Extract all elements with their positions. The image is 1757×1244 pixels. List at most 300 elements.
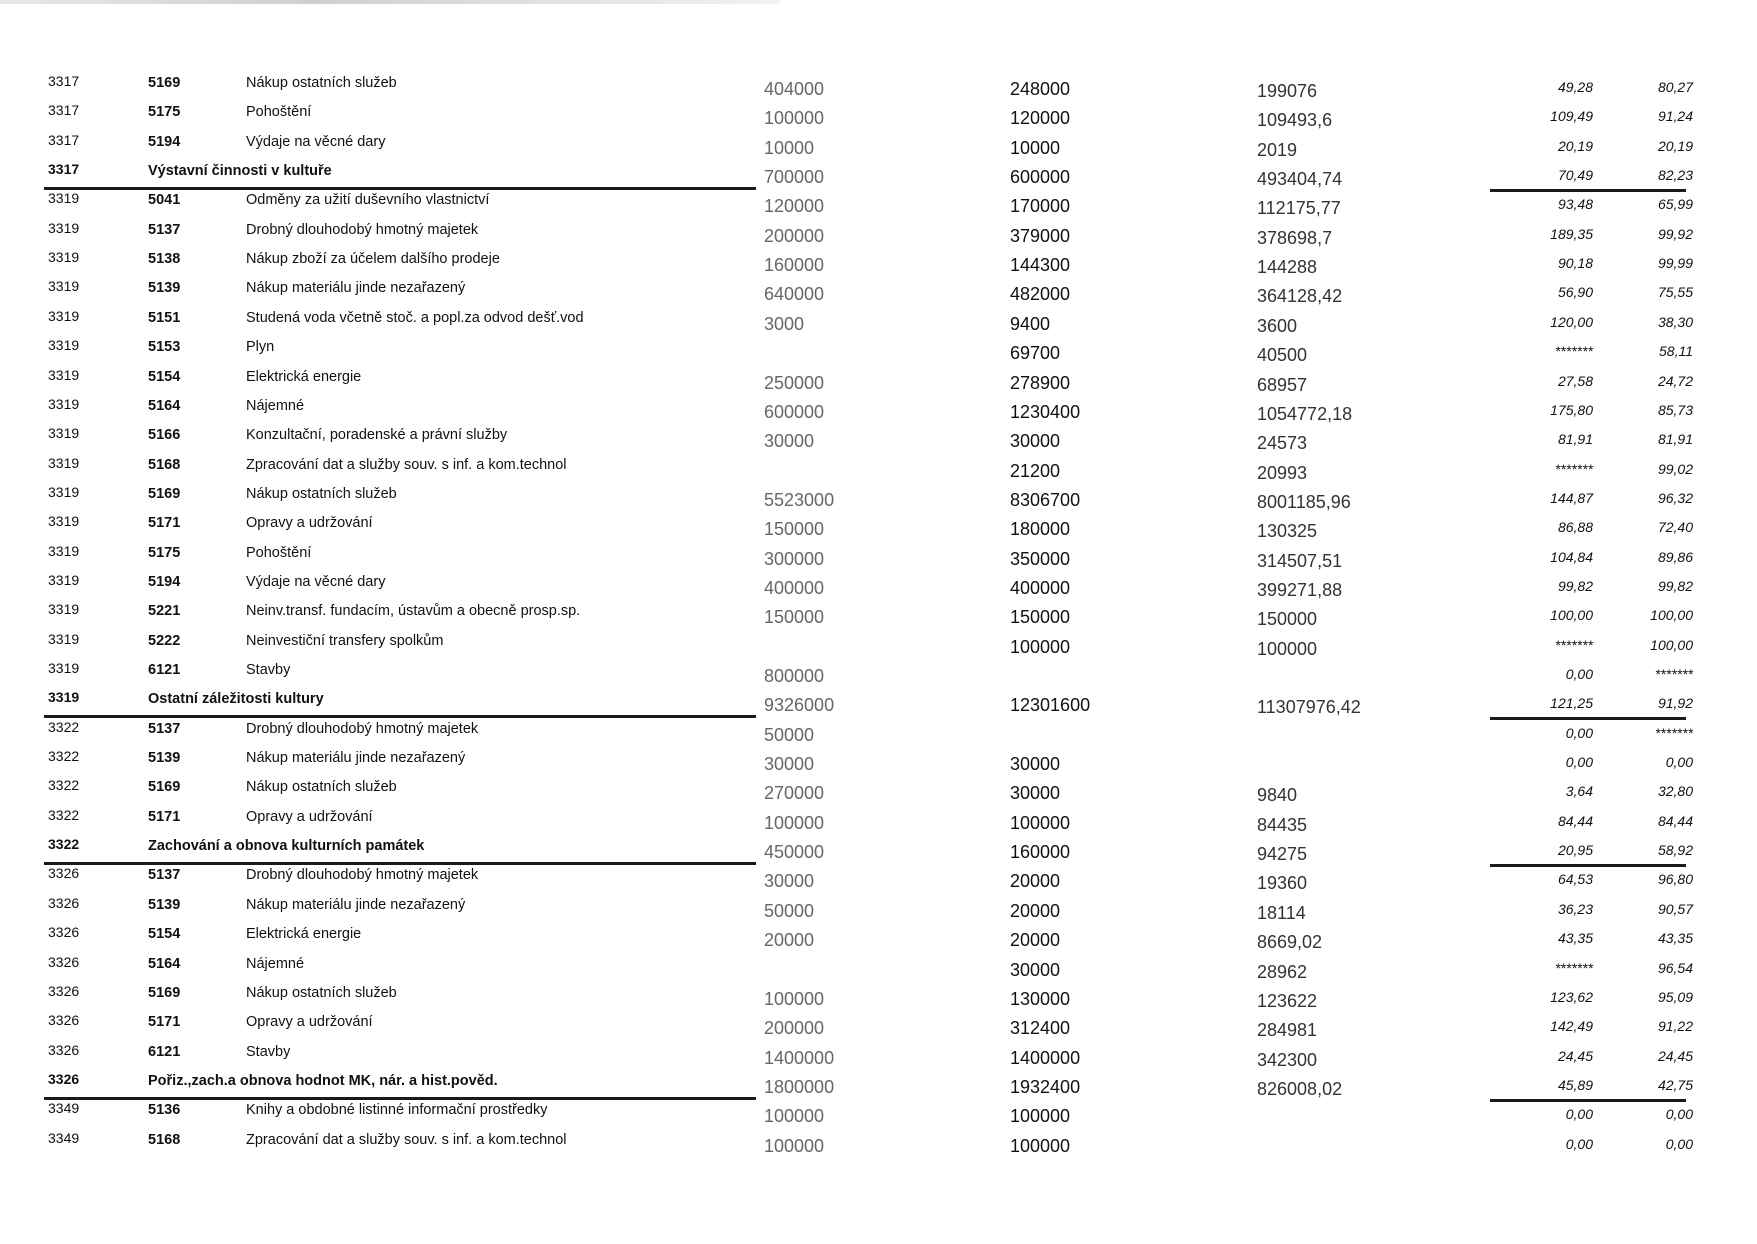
item-code: 5194	[148, 573, 181, 590]
paragraph-code: 3319	[48, 513, 80, 530]
percent-of-adjusted: 42,75	[1657, 1076, 1693, 1093]
percent-of-adjusted: 0,00	[1665, 1106, 1693, 1123]
adjusted-budget: 20000	[1010, 871, 1061, 892]
approved-budget: 1400000	[764, 1047, 835, 1068]
approved-budget: 30000	[764, 871, 815, 892]
percent-of-adjusted: 80,27	[1657, 79, 1693, 95]
item-name: Drobný dlouhodobý hmotný majetek	[246, 867, 479, 884]
actual-spending: 40500	[1257, 345, 1308, 366]
actual-spending: 68957	[1257, 374, 1308, 395]
percent-of-approved: 45,89	[1557, 1076, 1593, 1093]
table-row	[0, 189, 1757, 218]
item-code: 5041	[148, 192, 181, 209]
percent-of-adjusted: 65,99	[1657, 196, 1693, 213]
adjusted-budget: 1400000	[1010, 1047, 1081, 1068]
approved-budget: 1800000	[764, 1076, 835, 1097]
percent-of-approved: 175,80	[1550, 401, 1593, 418]
percent-of-adjusted: 100,00	[1650, 636, 1693, 653]
item-code: 6121	[148, 1043, 181, 1060]
item-name: Nákup materiálu jinde nezařazený	[246, 280, 466, 297]
percent-of-adjusted: 96,32	[1657, 489, 1693, 506]
item-name: Drobný dlouhodobý hmotný majetek	[246, 221, 479, 238]
actual-spending: 8669,02	[1257, 932, 1323, 953]
paragraph-code: 3326	[48, 924, 80, 941]
approved-budget: 20000	[764, 930, 815, 951]
adjusted-budget: 120000	[1010, 108, 1071, 129]
actual-spending: 342300	[1257, 1049, 1318, 1070]
paragraph-code: 3322	[48, 748, 80, 765]
approved-budget: 30000	[764, 431, 815, 452]
paragraph-code: 3319	[48, 366, 80, 383]
percent-of-approved: 0,00	[1565, 754, 1593, 771]
section-total-row	[0, 1070, 1757, 1099]
approved-budget: 200000	[764, 1018, 825, 1039]
actual-spending: 11307976,42	[1257, 697, 1361, 718]
item-name: Nájemné	[246, 955, 305, 972]
percent-of-approved: *******	[1554, 343, 1593, 360]
adjusted-budget: 170000	[1010, 196, 1071, 217]
paragraph-code: 3319	[48, 249, 80, 266]
approved-budget: 50000	[764, 900, 815, 921]
actual-spending: 109493,6	[1257, 110, 1333, 131]
paragraph-code: 3319	[48, 278, 80, 295]
table-row	[0, 424, 1757, 453]
percent-of-approved: 120,00	[1550, 313, 1593, 330]
approved-budget: 400000	[764, 577, 825, 598]
percent-of-adjusted: 24,45	[1657, 1047, 1693, 1064]
percent-of-adjusted: 75,55	[1657, 284, 1693, 301]
percent-of-approved: 121,25	[1550, 695, 1593, 712]
percent-of-approved: 81,91	[1557, 431, 1593, 448]
paragraph-code: 3319	[48, 425, 80, 442]
percent-of-approved: 123,62	[1550, 988, 1593, 1005]
item-code: 5137	[148, 720, 181, 737]
percent-of-approved: 99,82	[1557, 577, 1593, 594]
percent-of-adjusted: 58,11	[1659, 343, 1693, 360]
item-code: 5169	[148, 75, 181, 91]
table-row	[0, 894, 1757, 923]
adjusted-budget: 100000	[1010, 1135, 1071, 1156]
approved-budget: 160000	[764, 255, 825, 276]
approved-budget: 100000	[764, 1106, 825, 1127]
percent-of-approved: 0,00	[1565, 1106, 1593, 1123]
percent-of-adjusted: 32,80	[1657, 783, 1693, 800]
adjusted-budget: 248000	[1010, 79, 1071, 99]
adjusted-budget: 130000	[1010, 988, 1071, 1009]
paragraph-code: 3326	[48, 1041, 80, 1058]
approved-budget: 30000	[764, 754, 815, 775]
percent-of-approved: 142,49	[1550, 1018, 1593, 1035]
percent-of-adjusted: 91,92	[1657, 695, 1693, 712]
adjusted-budget: 20000	[1010, 900, 1061, 921]
section-total-row	[0, 160, 1757, 189]
approved-budget: 150000	[764, 519, 825, 540]
paragraph-code: 3319	[48, 307, 80, 324]
item-name: Opravy a udržování	[246, 1014, 373, 1031]
item-code: 5154	[148, 368, 181, 385]
paragraph-code: 3319	[48, 395, 80, 412]
item-code: 5164	[148, 955, 181, 972]
percent-of-adjusted: 24,72	[1657, 372, 1693, 389]
adjusted-budget: 144300	[1010, 255, 1071, 276]
item-code: 5175	[148, 104, 181, 121]
percent-of-adjusted: 20,19	[1657, 137, 1693, 154]
percent-of-approved: 84,44	[1557, 812, 1593, 829]
percent-of-adjusted: 95,09	[1657, 988, 1693, 1005]
item-name: Plyn	[246, 339, 275, 356]
percent-of-approved: *******	[1554, 959, 1593, 976]
item-name: Elektrická energie	[246, 926, 362, 943]
item-name: Nákup ostatních služeb	[246, 779, 397, 796]
table-row	[0, 718, 1757, 747]
table-row	[0, 953, 1757, 982]
paragraph-code: 3319	[48, 219, 80, 236]
table-row	[0, 806, 1757, 835]
percent-of-approved: 3,64	[1565, 783, 1593, 800]
item-name: Elektrická energie	[246, 368, 362, 385]
item-name: Opravy a udržování	[246, 808, 373, 825]
item-name: Stavby	[246, 1043, 291, 1060]
paragraph-code: 3319	[48, 601, 80, 618]
adjusted-budget: 482000	[1010, 284, 1071, 305]
table-row	[0, 864, 1757, 893]
percent-of-adjusted: 81,91	[1657, 431, 1693, 448]
approved-budget: 270000	[764, 783, 825, 804]
actual-spending: 24573	[1257, 433, 1308, 454]
paragraph-code: 3322	[48, 777, 80, 794]
actual-spending: 3600	[1257, 315, 1298, 336]
table-row	[0, 395, 1757, 424]
table-row	[0, 982, 1757, 1011]
item-name: Ostatní záležitosti kultury	[148, 691, 324, 708]
adjusted-budget: 400000	[1010, 577, 1071, 598]
item-name: Nájemné	[246, 397, 305, 414]
adjusted-budget: 8306700	[1010, 489, 1081, 510]
paragraph-code: 3319	[48, 483, 80, 500]
percent-of-adjusted: *******	[1654, 724, 1693, 741]
item-name: Nákup ostatních služeb	[246, 984, 397, 1001]
table-row	[0, 307, 1757, 336]
actual-spending: 20993	[1257, 462, 1308, 483]
item-code: 5171	[148, 808, 181, 825]
table-row	[0, 1011, 1757, 1040]
paragraph-code: 3319	[48, 190, 80, 207]
item-name: Nákup ostatních služeb	[246, 75, 397, 91]
actual-spending: 18114	[1257, 902, 1306, 923]
paragraph-code: 3349	[48, 1100, 80, 1117]
percent-of-approved: 93,48	[1557, 196, 1593, 213]
item-code: 5136	[148, 1102, 181, 1119]
actual-spending: 112175,77	[1257, 198, 1341, 219]
percent-of-approved: *******	[1554, 636, 1593, 653]
actual-spending: 1054772,18	[1257, 403, 1353, 424]
item-name: Opravy a udržování	[246, 515, 373, 532]
item-name: Odměny za užití duševního vlastnictví	[246, 192, 490, 209]
approved-budget: 50000	[764, 724, 815, 745]
approved-budget: 120000	[764, 196, 825, 217]
item-name: Drobný dlouhodobý hmotný majetek	[246, 720, 479, 737]
section-total-row	[0, 835, 1757, 864]
paragraph-code: 3317	[48, 102, 80, 119]
table-row	[0, 248, 1757, 277]
paragraph-code: 3326	[48, 982, 80, 999]
percent-of-approved: 90,18	[1557, 255, 1593, 272]
actual-spending: 826008,02	[1257, 1078, 1343, 1099]
percent-of-adjusted: 96,54	[1657, 959, 1693, 976]
actual-spending: 399271,88	[1257, 579, 1343, 600]
item-code: 5166	[148, 427, 181, 444]
adjusted-budget: 69700	[1010, 343, 1061, 364]
percent-of-adjusted: 85,73	[1657, 401, 1693, 418]
percent-of-adjusted: 99,92	[1657, 225, 1693, 242]
actual-spending: 9840	[1257, 785, 1298, 806]
paragraph-code: 3317	[48, 131, 80, 148]
percent-of-adjusted: 38,30	[1657, 313, 1693, 330]
item-name: Knihy a obdobné listinné informační prostředky	[246, 1102, 548, 1119]
approved-budget: 150000	[764, 607, 825, 628]
percent-of-adjusted: 99,99	[1657, 255, 1693, 272]
approved-budget: 250000	[764, 372, 825, 393]
adjusted-budget: 379000	[1010, 225, 1071, 246]
item-name: Nákup ostatních služeb	[246, 485, 397, 502]
paragraph-code: 3319	[48, 660, 80, 676]
adjusted-budget: 30000	[1010, 959, 1061, 980]
percent-of-adjusted: 91,22	[1657, 1018, 1693, 1035]
actual-spending: 8001185,96	[1257, 491, 1351, 512]
table-row	[0, 571, 1757, 600]
paragraph-code: 3322	[48, 806, 80, 823]
percent-of-approved: 24,45	[1557, 1047, 1593, 1064]
adjusted-budget: 350000	[1010, 548, 1071, 569]
item-name: Pohoštění	[246, 544, 312, 561]
adjusted-budget: 600000	[1010, 167, 1071, 188]
item-name: Výdaje na věcné dary	[246, 573, 386, 590]
percent-of-adjusted: 43,35	[1657, 930, 1693, 947]
percent-of-adjusted: 99,82	[1657, 577, 1693, 594]
item-code: 5151	[148, 309, 181, 326]
adjusted-budget: 180000	[1010, 519, 1071, 540]
adjusted-budget: 100000	[1010, 1106, 1071, 1127]
item-name: Nákup materiálu jinde nezařazený	[246, 750, 466, 767]
paragraph-code: 3326	[48, 894, 80, 911]
percent-of-approved: 20,19	[1557, 137, 1593, 154]
percent-of-approved: 100,00	[1550, 607, 1593, 624]
actual-spending: 284981	[1257, 1020, 1318, 1041]
item-code: 5171	[148, 515, 181, 532]
paragraph-code: 3326	[48, 953, 80, 970]
item-name: Nákup zboží za účelem dalšího prodeje	[246, 251, 500, 268]
table-row	[0, 101, 1757, 130]
actual-spending: 150000	[1257, 609, 1318, 630]
item-code: 5221	[148, 603, 181, 620]
item-name: Pořiz.,zach.a obnova hodnot MK, nár. a hist.pověd.	[148, 1072, 498, 1089]
adjusted-budget: 150000	[1010, 607, 1071, 628]
percent-of-approved: 70,49	[1557, 167, 1593, 184]
paragraph-code: 3319	[48, 542, 80, 559]
adjusted-budget: 30000	[1010, 754, 1061, 775]
table-row	[0, 630, 1757, 659]
percent-of-approved: 0,00	[1565, 1135, 1593, 1152]
table-row	[0, 747, 1757, 776]
adjusted-budget: 278900	[1010, 372, 1071, 393]
paragraph-code: 3319	[48, 630, 80, 647]
percent-of-approved: 104,84	[1550, 548, 1593, 565]
approved-budget: 300000	[764, 548, 825, 569]
item-code: 5171	[148, 1014, 181, 1031]
item-code: 5175	[148, 544, 181, 561]
percent-of-approved: 109,49	[1550, 108, 1593, 125]
table-row	[0, 1099, 1757, 1128]
item-code: 5222	[148, 632, 181, 649]
approved-budget: 404000	[764, 79, 825, 99]
percent-of-adjusted: 100,00	[1650, 607, 1693, 624]
adjusted-budget: 160000	[1010, 842, 1071, 863]
adjusted-budget: 1932400	[1010, 1076, 1081, 1097]
adjusted-budget: 21200	[1010, 460, 1061, 481]
item-code: 5139	[148, 896, 181, 913]
approved-budget: 450000	[764, 842, 825, 863]
percent-of-approved: 49,28	[1557, 79, 1593, 95]
item-code: 5164	[148, 397, 181, 414]
actual-spending: 123622	[1257, 990, 1318, 1011]
item-code: 5137	[148, 221, 181, 238]
percent-of-approved: 43,35	[1557, 930, 1593, 947]
approved-budget: 100000	[764, 812, 825, 833]
percent-of-adjusted: 84,44	[1657, 812, 1693, 829]
actual-spending: 2019	[1257, 139, 1298, 160]
table-row	[0, 1129, 1757, 1158]
item-code: 5169	[148, 984, 181, 1001]
table-row	[0, 1041, 1757, 1070]
table-row	[0, 600, 1757, 629]
item-code: 5169	[148, 485, 181, 502]
item-name: Zpracování dat a služby souv. s inf. a kom.technol	[246, 456, 567, 473]
actual-spending: 144288	[1257, 257, 1318, 278]
percent-of-adjusted: *******	[1654, 666, 1693, 682]
paragraph-code: 3322	[48, 836, 80, 853]
actual-spending: 84435	[1257, 814, 1308, 835]
actual-spending: 378698,7	[1257, 227, 1333, 248]
table-row	[0, 776, 1757, 805]
paragraph-code: 3317	[48, 73, 80, 89]
item-name: Výstavní činnosti v kultuře	[148, 163, 332, 180]
approved-budget: 100000	[764, 1135, 825, 1156]
approved-budget: 200000	[764, 225, 825, 246]
percent-of-approved: 27,58	[1557, 372, 1593, 389]
adjusted-budget: 100000	[1010, 636, 1071, 657]
percent-of-adjusted: 91,24	[1657, 108, 1693, 125]
approved-budget: 5523000	[764, 489, 835, 510]
approved-budget: 100000	[764, 988, 825, 1009]
percent-of-approved: 86,88	[1557, 519, 1593, 536]
percent-of-adjusted: 82,23	[1657, 167, 1693, 184]
paragraph-code: 3319	[48, 454, 80, 471]
adjusted-budget: 30000	[1010, 431, 1061, 452]
adjusted-budget: 12301600	[1010, 695, 1091, 716]
item-name: Zpracování dat a služby souv. s inf. a kom.technol	[246, 1131, 567, 1148]
item-code: 5168	[148, 456, 181, 473]
table-row	[0, 923, 1757, 952]
item-code: 5153	[148, 339, 181, 356]
percent-of-approved: 0,00	[1565, 666, 1593, 682]
item-code: 5194	[148, 133, 181, 150]
paragraph-code: 3319	[48, 689, 80, 706]
approved-budget: 10000	[764, 137, 815, 158]
paragraph-code: 3349	[48, 1129, 80, 1146]
paragraph-code: 3322	[48, 718, 80, 735]
percent-of-approved: 20,95	[1557, 842, 1593, 859]
actual-spending: 100000	[1257, 638, 1318, 659]
percent-of-approved: 189,35	[1550, 225, 1593, 242]
table-row	[0, 659, 1757, 688]
percent-of-adjusted: 90,57	[1657, 900, 1693, 917]
adjusted-budget: 10000	[1010, 137, 1061, 158]
actual-spending: 493404,74	[1257, 169, 1343, 190]
approved-budget: 800000	[764, 666, 825, 686]
approved-budget: 640000	[764, 284, 825, 305]
item-code: 5139	[148, 750, 181, 767]
table-row	[0, 366, 1757, 395]
percent-of-approved: 0,00	[1565, 724, 1593, 741]
adjusted-budget: 9400	[1010, 313, 1051, 334]
item-code: 5138	[148, 251, 181, 268]
percent-of-approved: 64,53	[1557, 871, 1593, 888]
item-name: Neinv.transf. fundacím, ústavům a obecně prosp.sp.	[246, 603, 581, 620]
percent-of-adjusted: 72,40	[1657, 519, 1693, 536]
item-code: 5169	[148, 779, 181, 796]
approved-budget: 9326000	[764, 695, 835, 716]
approved-budget: 100000	[764, 108, 825, 129]
adjusted-budget: 312400	[1010, 1018, 1071, 1039]
item-name: Výdaje na věcné dary	[246, 133, 386, 150]
percent-of-approved: 56,90	[1557, 284, 1593, 301]
item-name: Nákup materiálu jinde nezařazený	[246, 896, 466, 913]
percent-of-adjusted: 96,80	[1657, 871, 1693, 888]
table-row	[0, 483, 1757, 512]
approved-budget: 600000	[764, 401, 825, 422]
item-code: 5154	[148, 926, 181, 943]
table-row	[0, 454, 1757, 483]
item-code: 5168	[148, 1131, 181, 1148]
section-total-row	[0, 688, 1757, 717]
percent-of-adjusted: 99,02	[1657, 460, 1693, 477]
table-row	[0, 542, 1757, 571]
approved-budget: 700000	[764, 167, 825, 188]
item-name: Stavby	[246, 662, 291, 678]
paragraph-code: 3319	[48, 571, 80, 588]
paragraph-code: 3317	[48, 161, 80, 178]
percent-of-approved: 36,23	[1557, 900, 1593, 917]
actual-spending: 28962	[1257, 961, 1308, 982]
paragraph-code: 3326	[48, 1012, 80, 1029]
table-row	[0, 336, 1757, 365]
adjusted-budget: 30000	[1010, 783, 1061, 804]
actual-spending: 199076	[1257, 81, 1318, 101]
item-code: 5137	[148, 867, 181, 884]
table-row	[0, 277, 1757, 306]
percent-of-adjusted: 0,00	[1665, 754, 1693, 771]
percent-of-approved: *******	[1554, 460, 1593, 477]
item-name: Konzultační, poradenské a právní služby	[246, 427, 508, 444]
actual-spending: 314507,51	[1257, 550, 1343, 571]
percent-of-adjusted: 58,92	[1657, 842, 1693, 859]
actual-spending: 19360	[1257, 873, 1308, 894]
item-name: Pohoštění	[246, 104, 312, 121]
table-row	[0, 72, 1757, 101]
paragraph-code: 3326	[48, 1070, 80, 1087]
item-name: Neinvestiční transfery spolkům	[246, 632, 444, 649]
item-name: Zachování a obnova kulturních památek	[148, 838, 425, 855]
